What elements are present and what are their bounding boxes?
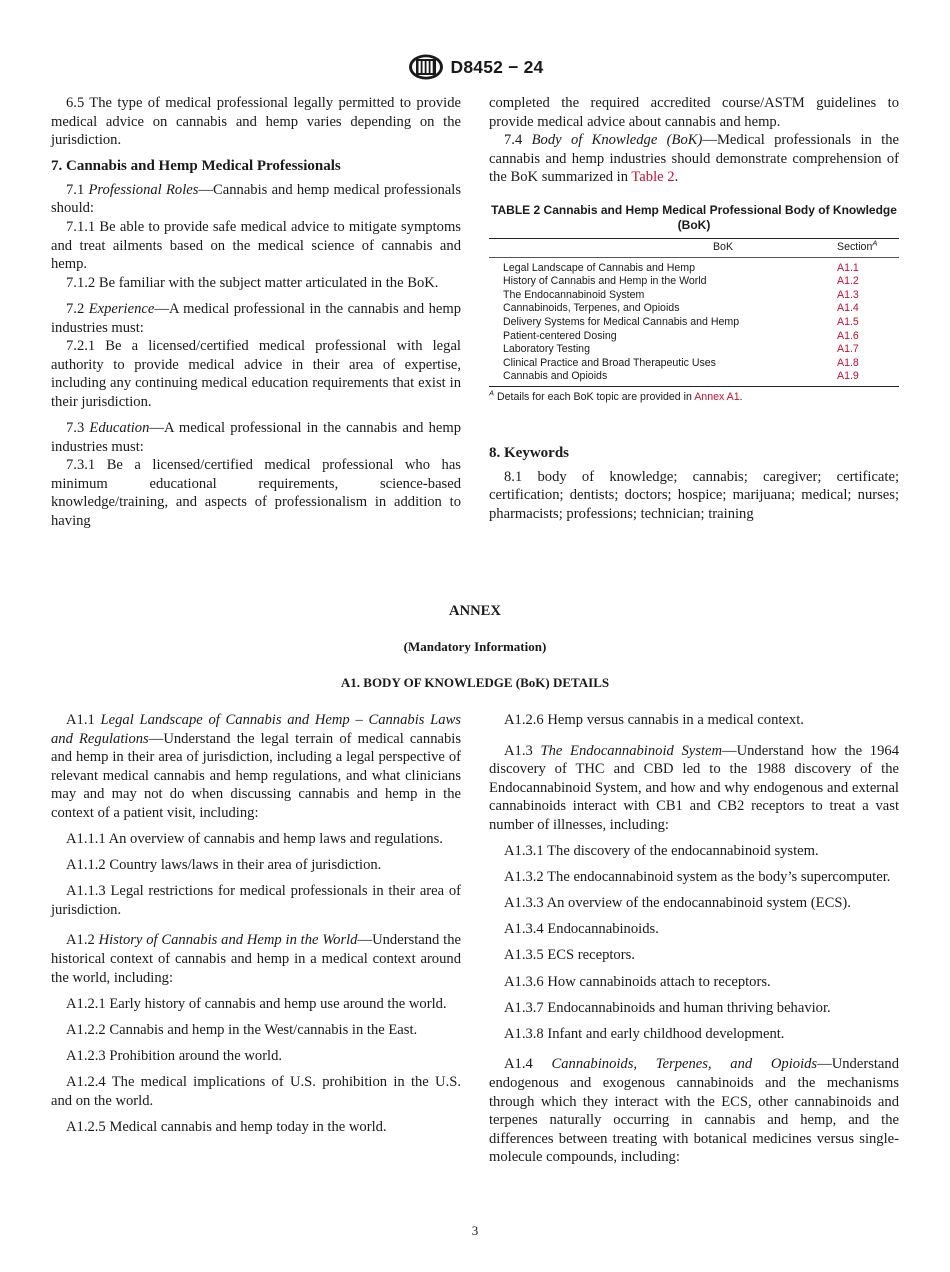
astm-logo-icon <box>407 53 445 81</box>
bok-topic-cell: Cannabinoids, Terpenes, and Opioids <box>503 302 680 315</box>
section-link-cell[interactable]: A1.4 <box>837 302 859 315</box>
paragraph-7-4: 7.4 Body of Knowledge (BoK)—Medical professionals in the cannabis and hemp industries should demonstrate comprehension of the BoK summarized in Table 2. <box>489 132 899 186</box>
section-link-cell[interactable]: A1.9 <box>837 370 859 383</box>
table-2-title: TABLE 2 Cannabis and Hemp Medical Professional Body of Knowledge (BoK) <box>491 202 897 233</box>
section-7-heading: 7. Cannabis and Hemp Medical Professionals <box>51 158 341 175</box>
table-header-row <box>489 238 899 257</box>
paragraph-a1-2: A1.2 History of Cannabis and Hemp in the World—Understand the historical context of cannabis and hemp in a medical context around the world, including: <box>51 932 461 986</box>
bok-topic-cell: History of Cannabis and Hemp in the World <box>503 275 707 288</box>
page-number: 3 <box>471 1223 479 1238</box>
page-header <box>0 52 950 82</box>
paragraph-6-5: 6.5 The type of medical professional legally permitted to provide medical advice on cannabis and hemp varies depending on the jurisdiction. <box>51 95 461 149</box>
table-row <box>489 275 899 289</box>
annex-title: ANNEX <box>449 603 501 619</box>
table-2-link[interactable]: Table 2 <box>631 169 675 186</box>
section-link-cell[interactable]: A1.5 <box>837 315 859 328</box>
annex-a1-heading: A1. BODY OF KNOWLEDGE (BoK) DETAILS <box>340 675 610 690</box>
bok-table-body <box>489 257 899 386</box>
paragraph-7-1-2: 7.1.2 Be familiar with the subject matter articulated in the BoK. <box>66 274 439 291</box>
paragraph-a1-1-1: A1.1.1 An overview of cannabis and hemp laws and regulations. <box>66 831 443 848</box>
paragraph-8-1: 8.1 body of knowledge; cannabis; caregiver; certificate; certification; dentists; doctors; hospice; marijuana; medical; nurses; pharmacists; professions; technician; training <box>489 468 899 522</box>
paragraph-a1-3-2: A1.3.2 The endocannabinoid system as the body’s supercomputer. <box>504 869 891 886</box>
paragraph-a1-2-4: A1.2.4 The medical implications of U.S. prohibition in the U.S. and on the world. <box>51 1074 461 1109</box>
paragraph-a1-3-7: A1.3.7 Endocannabinoids and human thriving behavior. <box>504 999 831 1016</box>
bok-topic-cell: Clinical Practice and Broad Therapeutic Uses <box>503 356 716 369</box>
table-row <box>489 370 899 386</box>
paragraph-7-2: 7.2 Experience—A medical professional in the cannabis and hemp industries must: <box>51 300 461 336</box>
paragraph-7-1: 7.1 Professional Roles—Cannabis and hemp medical professionals should: <box>51 181 462 217</box>
section-link-cell[interactable]: A1.2 <box>837 275 859 288</box>
paragraph-7-3-1-continued: completed the required accredited course/ASTM guidelines to provide medical advice about cannabis and hemp. <box>489 95 899 130</box>
paragraph-a1-1-2: A1.1.2 Country laws/laws in their area of jurisdiction. <box>66 857 382 874</box>
left-column-bottom <box>51 711 461 1136</box>
table-row <box>489 343 899 357</box>
paragraph-a1-4: A1.4 Cannabinoids, Terpenes, and Opioids—Understand endogenous and exogenous cannabinoids and the mechanisms through which they interact with the ECS, other cannabinoids and terpenes naturally occurring in cannabis and hemp, and the differences between treating with botanical medicines versus single-molecule compounds, including: <box>489 1056 899 1166</box>
paragraph-a1-1: A1.1 Legal Landscape of Cannabis and Hemp – Cannabis Laws and Regulations—Understand the legal terrain of medical cannabis and hemp in their area of jurisdiction, including a legal perspective of relevant medical cannabis and hemp regulations, and what clinicians may and may not do when discussing cannabis and hemp in the context of a patient visit, including: <box>51 712 461 821</box>
table-footnote: $^A$ Details for each BoK topic are provided in Annex A1. <box>489 388 743 403</box>
document-id: D8452 − 24 <box>450 56 544 77</box>
paragraph-a1-3-3: A1.3.3 An overview of the endocannabinoid system (ECS). <box>504 895 851 912</box>
col-header-bok: BoK <box>489 238 837 257</box>
section-link-cell[interactable]: A1.1 <box>837 261 859 274</box>
right-column-bottom <box>489 711 899 1167</box>
right-column-top <box>489 94 899 523</box>
table-row <box>489 289 899 303</box>
bok-topic-cell: Patient-centered Dosing <box>503 329 617 342</box>
section-link-cell[interactable]: A1.3 <box>837 288 859 301</box>
col-header-section: Section$^A$ <box>837 238 899 257</box>
paragraph-a1-2-1: A1.2.1 Early history of cannabis and hemp use around the world. <box>66 995 447 1012</box>
section-link-cell[interactable]: A1.7 <box>837 343 859 356</box>
paragraph-7-2-1: 7.2.1 Be a licensed/certified medical professional with legal authority to provide medical advice in their area of expertise, including any continuing medical education requirements that exist in their jurisdiction. <box>51 338 461 410</box>
bok-topic-cell: Legal Landscape of Cannabis and Hemp <box>503 261 696 274</box>
bok-topic-cell: Cannabis and Opioids <box>503 370 608 383</box>
paragraph-a1-3-6: A1.3.6 How cannabinoids attach to receptors. <box>504 973 771 990</box>
paragraph-a1-2-5: A1.2.5 Medical cannabis and hemp today in the world. <box>66 1118 387 1135</box>
paragraph-a1-3-5: A1.3.5 ECS receptors. <box>504 947 635 964</box>
bok-topic-cell: Delivery Systems for Medical Cannabis and Hemp <box>503 315 740 328</box>
paragraph-a1-2-2: A1.2.2 Cannabis and hemp in the West/cannabis in the East. <box>66 1021 418 1038</box>
table-row <box>489 330 899 344</box>
table-row <box>489 357 899 371</box>
paragraph-7-1-1: 7.1.1 Be able to provide safe medical advice to mitigate symptoms and treat ailments based on the medical science of cannabis and hemp. <box>51 219 461 273</box>
section-link-cell[interactable]: A1.6 <box>837 329 859 342</box>
table-row <box>489 302 899 316</box>
bok-table <box>489 238 899 387</box>
paragraph-7-3-1: 7.3.1 Be a licensed/certified medical professional who has minimum educational requirements, science-based knowledge/training, and aspects of professionalism in addition to having <box>51 457 461 529</box>
paragraph-a1-1-3: A1.1.3 Legal restrictions for medical professionals in their area of jurisdiction. <box>51 883 461 918</box>
paragraph-a1-3-1: A1.3.1 The discovery of the endocannabinoid system. <box>504 843 819 860</box>
paragraph-a1-3-4: A1.3.4 Endocannabinoids. <box>504 921 659 938</box>
table-row <box>489 316 899 330</box>
annex-subtitle: (Mandatory Information) <box>403 639 547 654</box>
left-column-top <box>51 94 461 531</box>
bok-topic-cell: The Endocannabinoid System <box>503 288 645 301</box>
annex-a1-link[interactable]: Annex A1 <box>694 390 740 403</box>
paragraph-a1-3-8: A1.3.8 Infant and early childhood development. <box>504 1025 785 1042</box>
section-link-cell[interactable]: A1.8 <box>837 356 859 369</box>
paragraph-7-3: 7.3 Education—A medical professional in the cannabis and hemp industries must: <box>51 420 461 455</box>
bok-topic-cell: Laboratory Testing <box>503 343 590 356</box>
section-8-heading: 8. Keywords <box>489 444 569 461</box>
paragraph-a1-3: A1.3 The Endocannabinoid System—Understand how the 1964 discovery of THC and CBD led to the 1988 discovery of the Endocannabinoid System, and how and why endogenous and external cannabinoids interact with CB1 and CB2 receptors to treat a vast number of illnesses, including: <box>489 742 899 833</box>
paragraph-a1-2-6: A1.2.6 Hemp versus cannabis in a medical context. <box>504 712 804 728</box>
table-row <box>489 257 899 275</box>
paragraph-a1-2-3: A1.2.3 Prohibition around the world. <box>66 1047 283 1064</box>
